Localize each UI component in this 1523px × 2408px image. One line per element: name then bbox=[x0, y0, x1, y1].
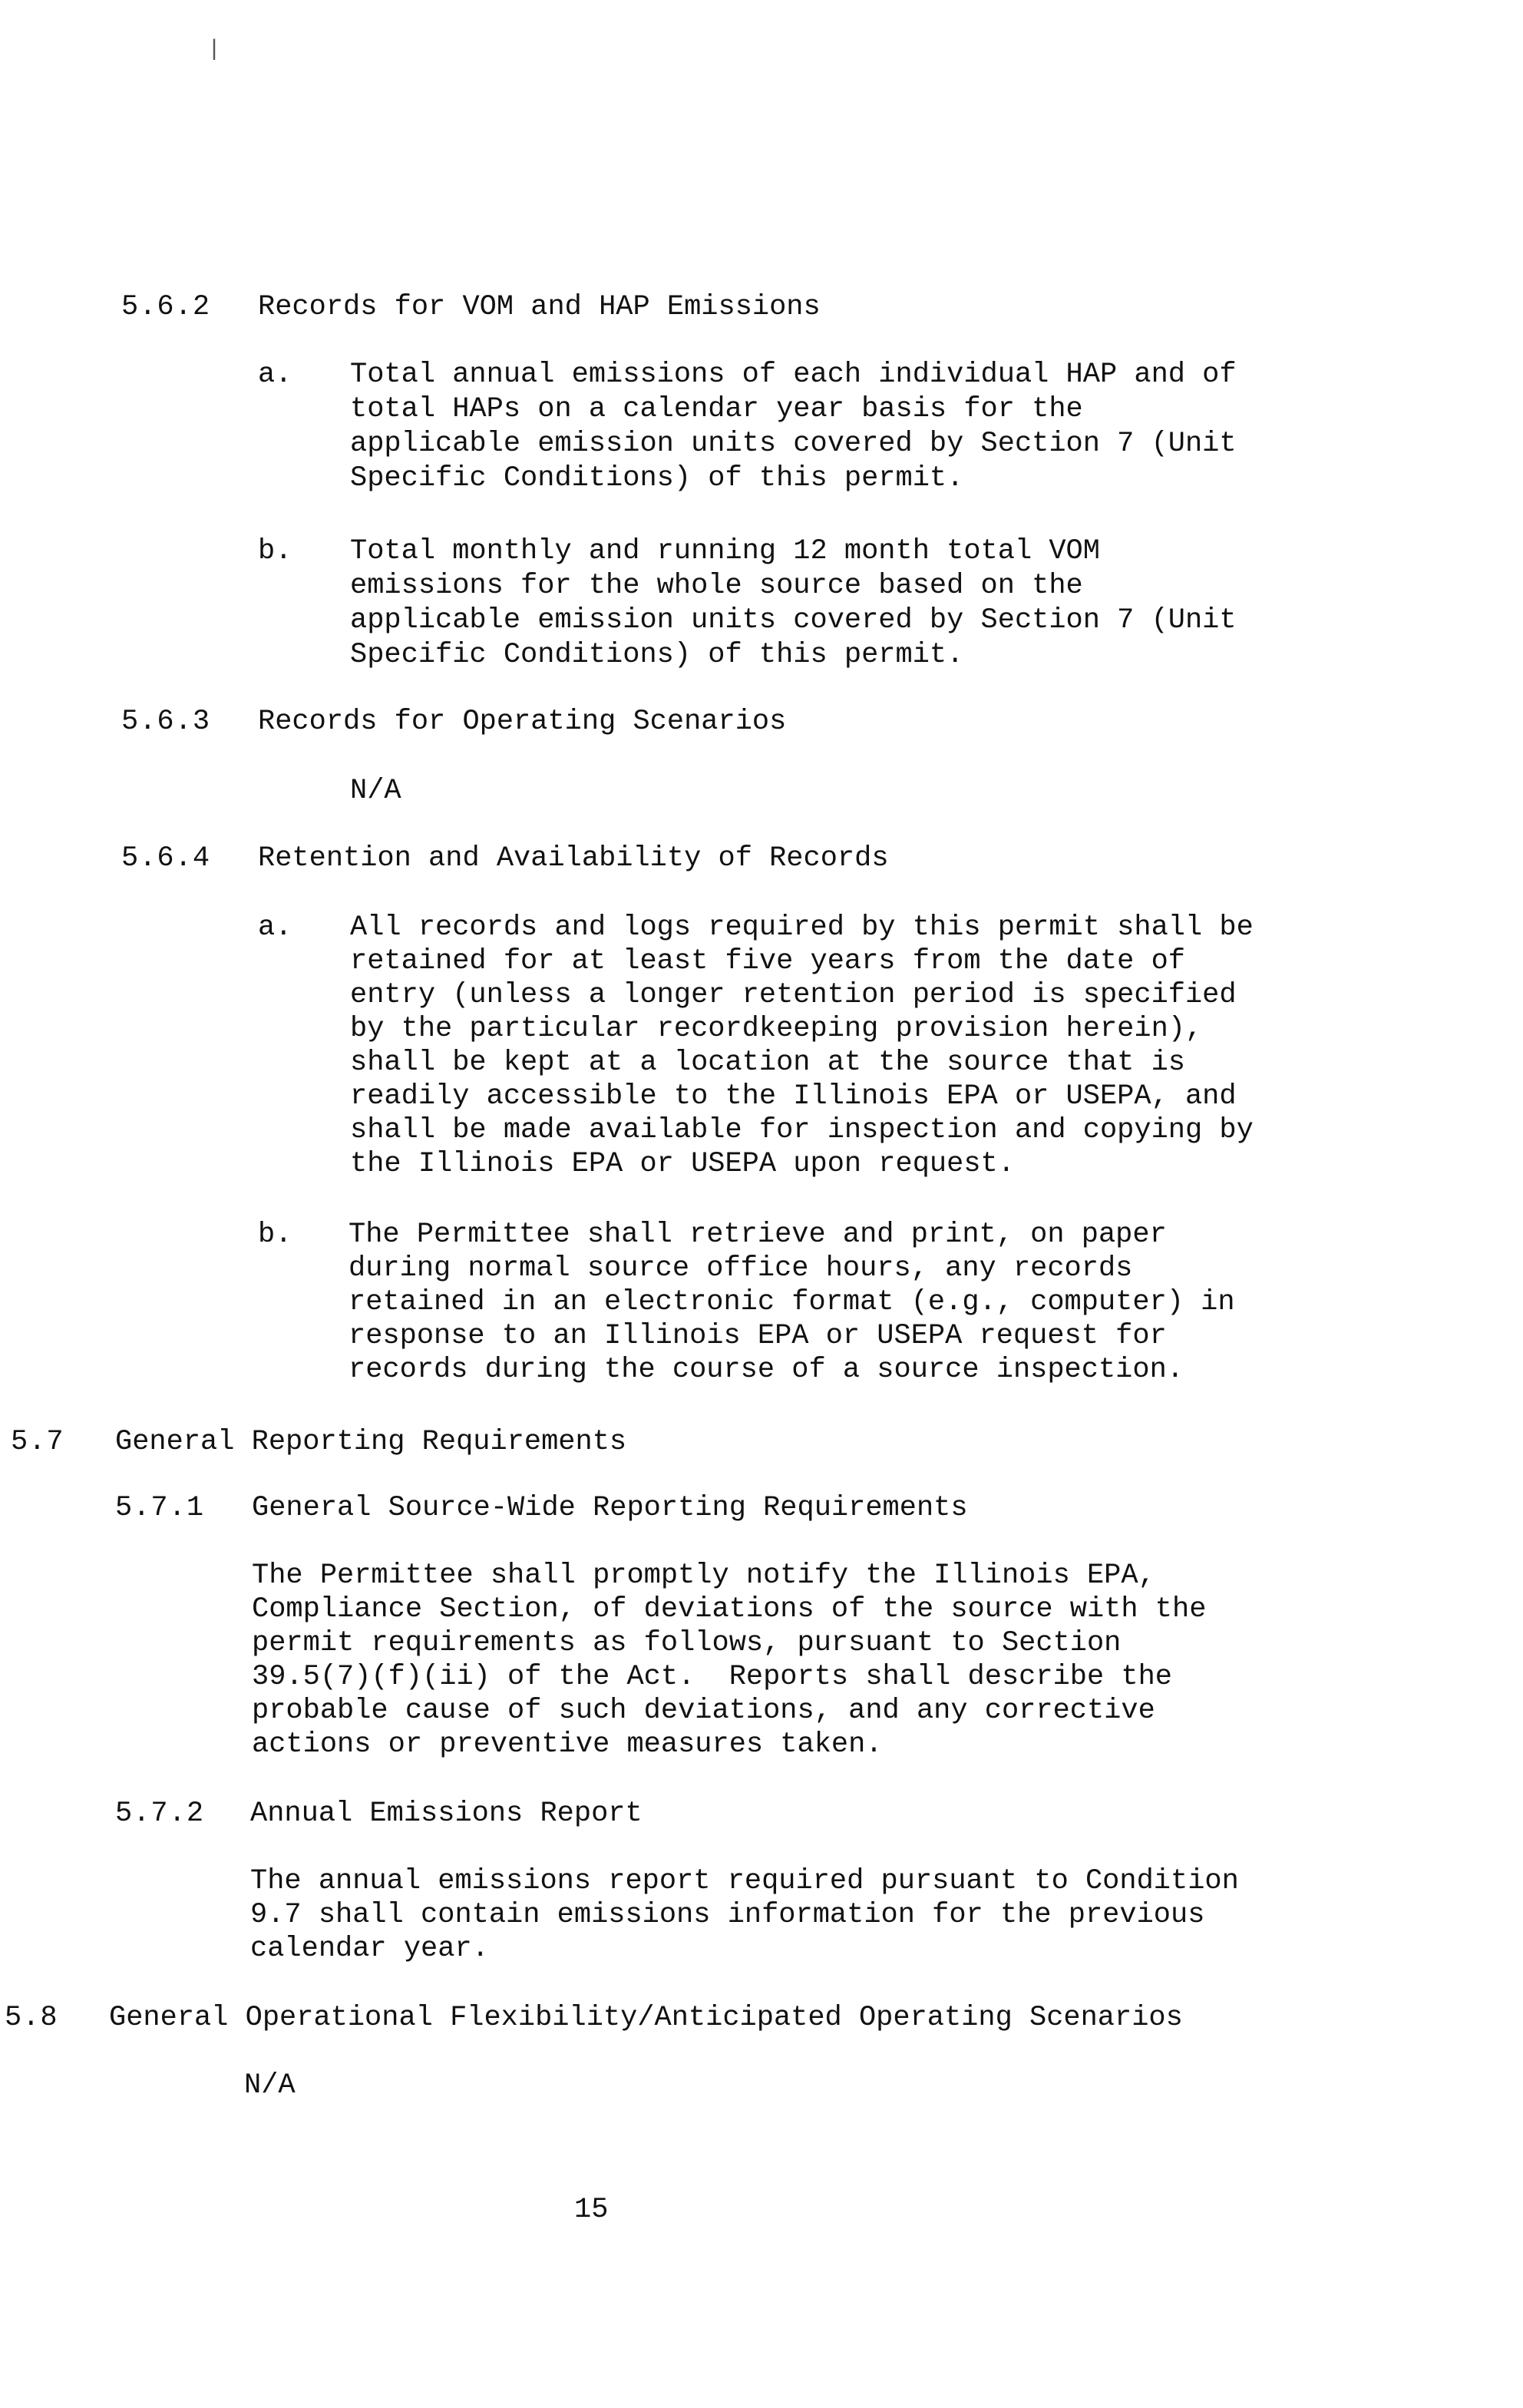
item-text: Total monthly and running 12 month total VOM emissions for the whole source based on the applicable emission units covered by Section 7 (Unit Specific Conditions) of this permit. bbox=[350, 535, 1237, 671]
item-label: a. bbox=[258, 911, 292, 944]
section-number: 5.8 bbox=[5, 2002, 58, 2034]
section-title: Records for VOM and HAP Emissions bbox=[258, 291, 821, 323]
section-number: 5.6.2 bbox=[121, 291, 211, 323]
section-body: The annual emissions report required pursuant to Condition 9.7 shall contain emissions information for the previous calendar year. bbox=[250, 1865, 1239, 1965]
section-number: 5.7.1 bbox=[115, 1492, 205, 1524]
section-title: Records for Operating Scenarios bbox=[258, 706, 787, 738]
item-label: b. bbox=[258, 1219, 292, 1251]
item-label: a. bbox=[258, 359, 292, 391]
section-title: General Reporting Requirements bbox=[115, 1426, 627, 1458]
item-text: Total annual emissions of each individual HAP and of total HAPs on a calendar year basis for the applicable emission units covered by Section 7 (Unit Specific Conditions) of this permit. bbox=[350, 359, 1237, 495]
section-title: General Source-Wide Reporting Requirements bbox=[252, 1492, 968, 1524]
section-title: Retention and Availability of Records bbox=[258, 842, 889, 875]
section-title: General Operational Flexibility/Anticipated Operating Scenarios bbox=[109, 2002, 1183, 2034]
section-number: 5.6.4 bbox=[121, 842, 211, 875]
section-number: 5.6.3 bbox=[121, 706, 211, 738]
page-number: 15 bbox=[574, 2194, 609, 2226]
item-text: The Permittee shall retrieve and print, on paper during normal source office hours, any records retained in an electronic format (e.g., computer) in response to an Illinois EPA or USEPA request for records during the course of a source inspection. bbox=[349, 1219, 1235, 1386]
section-body: N/A bbox=[350, 775, 401, 807]
section-body: N/A bbox=[244, 2069, 296, 2102]
section-number: 5.7 bbox=[11, 1426, 64, 1458]
section-body: The Permittee shall promptly notify the Illinois EPA, Compliance Section, of deviations of the source with the permit requirements as follows, pursuant to Section 39.5(7)(f)(ii) of the Act. Reports shall describe the probable cause of such deviations, and any corrective actions or preventive measures taken. bbox=[252, 1560, 1207, 1761]
item-label: b. bbox=[258, 535, 292, 567]
scan-mark: | bbox=[207, 37, 222, 63]
item-text: All records and logs required by this permit shall be retained for at least five years from the date of entry (unless a longer retention period is specified by the particular recordkeeping provision herein), shall be kept at a location at the source that is readily accessible to the Illinois EPA or USEPA, and shall be made available for inspection and copying by the Illinois EPA or USEPA upon request. bbox=[350, 911, 1254, 1180]
section-title: Annual Emissions Report bbox=[250, 1798, 643, 1830]
section-number: 5.7.2 bbox=[115, 1798, 205, 1830]
